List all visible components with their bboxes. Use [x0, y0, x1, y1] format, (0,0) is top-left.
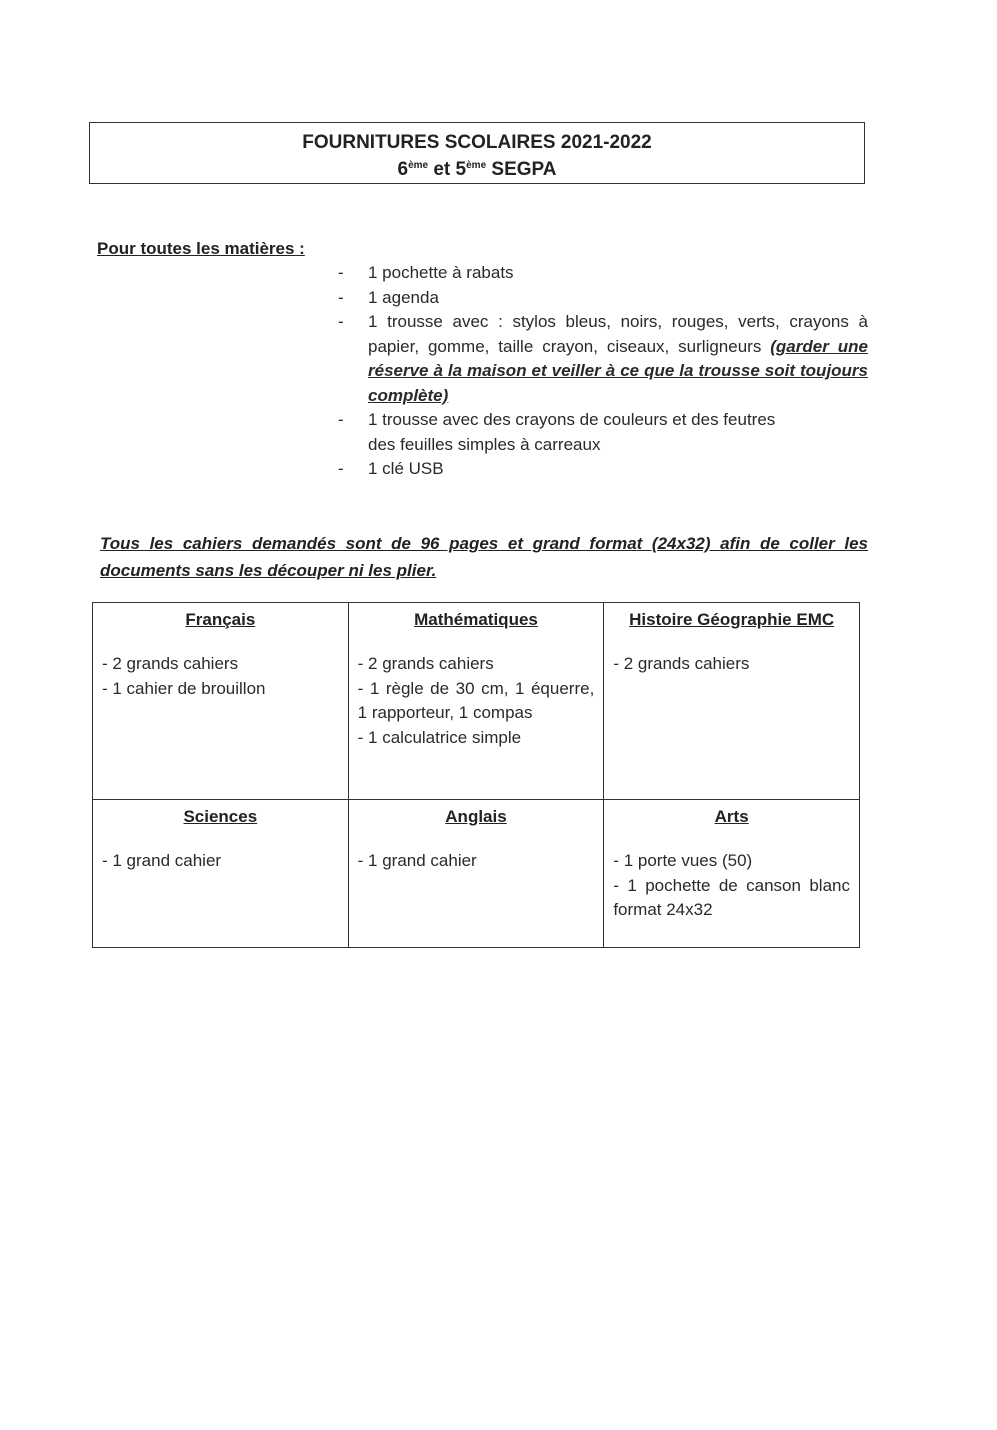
list-item-text: 1 clé USB	[368, 459, 444, 478]
subject-cell-mathematiques	[348, 603, 604, 800]
grade-5-suffix: ème	[466, 160, 487, 171]
list-item-text	[368, 408, 868, 457]
pencil-case-note: (garder une réserve à la maison et veiller à ce que la trousse soit toujours complète)	[368, 336, 868, 405]
subject-items	[102, 652, 339, 701]
subject-name: Français	[185, 610, 256, 629]
notebook-notice: Tous les cahiers demandés sont de 96 pages et grand format (24x32) afin de coller les documents sans les découper ni les plier.	[100, 534, 868, 580]
table-row	[93, 800, 860, 948]
document-title: FOURNITURES SCOLAIRES 2021-2022	[302, 132, 652, 153]
list-item: - 1 pochette à rabats	[338, 261, 868, 286]
subject-name: Histoire Géographie EMC	[629, 610, 835, 629]
subject-items	[102, 849, 339, 874]
grade-6: 6	[397, 159, 409, 180]
list-item: - 1 grand cahier	[102, 851, 222, 870]
document-subtitle	[90, 159, 864, 181]
list-item: - 1 clé USB	[338, 457, 868, 482]
list-item: - 1 règle de 30 cm, 1 équerre, 1 rapporteur, 1 compas	[357, 678, 595, 722]
list-item: - 1 pochette de canson blanc format 24x32	[613, 875, 850, 919]
list-item: - 1 calculatrice simple	[357, 727, 522, 747]
pencil-case-contents: 1 trousse avec : stylos bleus, noirs, rouges, verts, crayons à papier, gomme, taille crayon, ciseaux, surligneurs	[368, 312, 868, 356]
list-item-text	[368, 310, 868, 408]
grade-5: et 5	[428, 159, 467, 180]
list-item: - 2 grands cahiers	[613, 654, 750, 673]
subject-name: Mathématiques	[414, 610, 538, 629]
subject-items	[358, 849, 595, 874]
loose-sheets: des feuilles simples à carreaux	[368, 434, 601, 454]
subject-cell-anglais	[348, 800, 604, 948]
all-subjects-list	[338, 261, 868, 482]
subject-cell-sciences	[93, 800, 349, 948]
colors-pencil-case: 1 trousse avec des crayons de couleurs et des feutres	[368, 410, 776, 429]
subjects-table	[92, 602, 860, 948]
list-item: - 1 porte vues (50)	[613, 851, 753, 870]
subject-items	[613, 849, 850, 923]
segment-label: SEGPA	[486, 159, 557, 180]
list-item: - 2 grands cahiers	[102, 654, 239, 673]
subject-items	[358, 652, 595, 750]
title-box	[89, 122, 865, 184]
list-item: - 1 agenda	[338, 286, 868, 311]
list-item: - 1 cahier de brouillon	[102, 678, 266, 698]
list-item: - 1 trousse avec des crayons de couleurs et des feutres des feuilles simples à carreaux	[338, 408, 868, 457]
subject-cell-arts	[604, 800, 860, 948]
subject-name: Anglais	[445, 807, 507, 826]
subject-name: Sciences	[183, 807, 258, 826]
list-item: - 1 grand cahier	[357, 851, 477, 870]
list-item-text: 1 pochette à rabats	[368, 263, 514, 282]
list-item: - 1 trousse avec : stylos bleus, noirs, rouges, verts, crayons à papier, gomme, taille crayon, ciseaux, surligneurs (garder une réserve à la maison et veiller à ce que la trousse soit toujours complète)	[338, 310, 868, 408]
all-subjects-heading: Pour toutes les matières :	[97, 239, 305, 258]
subject-items	[613, 652, 850, 677]
list-item: - 2 grands cahiers	[357, 654, 494, 673]
subject-cell-histoire-geographie	[604, 603, 860, 800]
grade-6-suffix: ème	[408, 160, 429, 171]
subject-cell-francais	[93, 603, 349, 800]
table-row	[93, 603, 860, 800]
list-item-text: 1 agenda	[368, 287, 439, 307]
subject-name: Arts	[714, 807, 749, 826]
